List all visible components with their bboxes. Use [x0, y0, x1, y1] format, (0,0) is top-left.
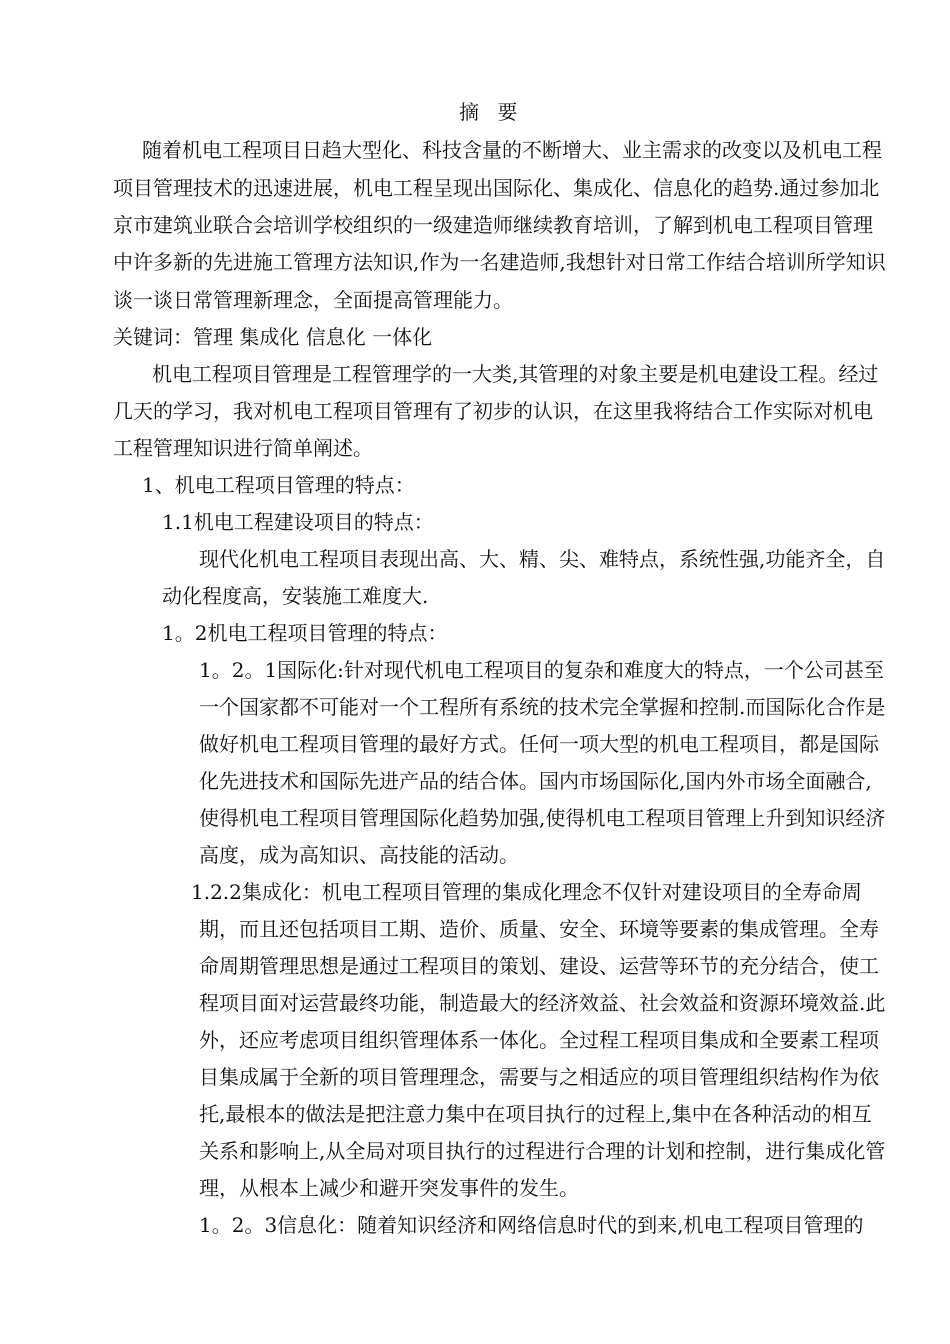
abstract-line: 京市建筑业联合会培训学校组织的一级建造师继续教育培训，了解到机电工程项目管理 [113, 213, 873, 237]
item-1-2-1-line: 做好机电工程项目管理的最好方式。任何一项大型的机电工程项目，都是国际 [199, 732, 879, 756]
item-1-2-3-line: 1。2。3信息化：随着知识经济和网络信息时代的到来,机电工程项目管理的 [199, 1213, 864, 1237]
intro-line: 工程管理知识进行简单阐述。 [113, 436, 373, 460]
intro-line: 机电工程项目管理是工程管理学的一大类,其管理的对象主要是机电建设工程。经过 [152, 362, 879, 386]
abstract-heading: 摘 要 [459, 100, 524, 124]
item-1-2-2-line: 1.2.2集成化：机电工程项目管理的集成化理念不仅针对建设项目的全寿命周 [191, 880, 862, 904]
subsection-1-1-line: 现代化机电工程项目表现出高、大、精、尖、难特点，系统性强,功能齐全，自 [199, 547, 886, 571]
keywords-line: 关键词：管理 集成化 信息化 一体化 [113, 325, 433, 349]
item-1-2-1-line: 使得机电工程项目管理国际化趋势加强,使得机电工程项目管理上升到知识经济 [199, 806, 886, 830]
item-1-2-2-line: 目集成属于全新的项目管理理念，需要与之相适应的项目管理组织结构作为依 [199, 1065, 879, 1089]
intro-line: 几天的学习，我对机电工程项目管理有了初步的认识，在这里我将结合工作实际对机电 [113, 399, 873, 423]
abstract-line: 随着机电工程项目日趋大型化、科技含量的不断增大、业主需求的改变以及机电工程 [142, 138, 882, 162]
item-1-2-1-line: 高度，成为高知识、高技能的活动。 [199, 843, 519, 867]
item-1-2-2-line: 程项目面对运营最终功能，制造最大的经济效益、社会效益和资源环境效益.此 [199, 991, 886, 1015]
item-1-2-2-line: 理，从根本上减少和避开突发事件的发生。 [199, 1176, 579, 1200]
abstract-line: 中许多新的先进施工管理方法知识,作为一名建造师,我想针对日常工作结合培训所学知识 [113, 250, 886, 274]
subsection-1-2-heading: 1。2机电工程项目管理的特点： [162, 621, 448, 645]
item-1-2-2-line: 托,最根本的做法是把注意力集中在项目执行的过程上,集中在各种活动的相互 [199, 1102, 872, 1126]
item-1-2-2-line: 外，还应考虑项目组织管理体系一体化。全过程工程项目集成和全要素工程项 [199, 1028, 879, 1052]
item-1-2-1-line: 化先进技术和国际先进产品的结合体。国内市场国际化,国内外市场全面融合, [199, 769, 872, 793]
item-1-2-1-line: 1。2。1国际化:针对现代机电工程项目的复杂和难度大的特点，一个公司甚至 [199, 658, 884, 682]
abstract-line: 项目管理技术的迅速进展，机电工程呈现出国际化、集成化、信息化的趋势.通过参加北 [113, 176, 880, 200]
subsection-1-1-heading: 1.1机电工程建设项目的特点： [162, 510, 434, 534]
subsection-1-1-line: 动化程度高，安装施工难度大. [162, 584, 429, 608]
item-1-2-2-line: 关系和影响上,从全局对项目执行的过程进行合理的计划和控制，进行集成化管 [199, 1139, 886, 1163]
abstract-line: 谈一谈日常管理新理念，全面提高管理能力。 [113, 288, 513, 312]
item-1-2-1-line: 一个国家都不可能对一个工程所有系统的技术完全掌握和控制.而国际化合作是 [199, 695, 886, 719]
section-1-heading: 1、机电工程项目管理的特点： [142, 473, 415, 497]
item-1-2-2-line: 期，而且还包括项目工期、造价、质量、安全、环境等要素的集成管理。全寿 [199, 917, 879, 941]
item-1-2-2-line: 命周期管理思想是通过工程项目的策划、建设、运营等环节的充分结合，使工 [199, 954, 879, 978]
